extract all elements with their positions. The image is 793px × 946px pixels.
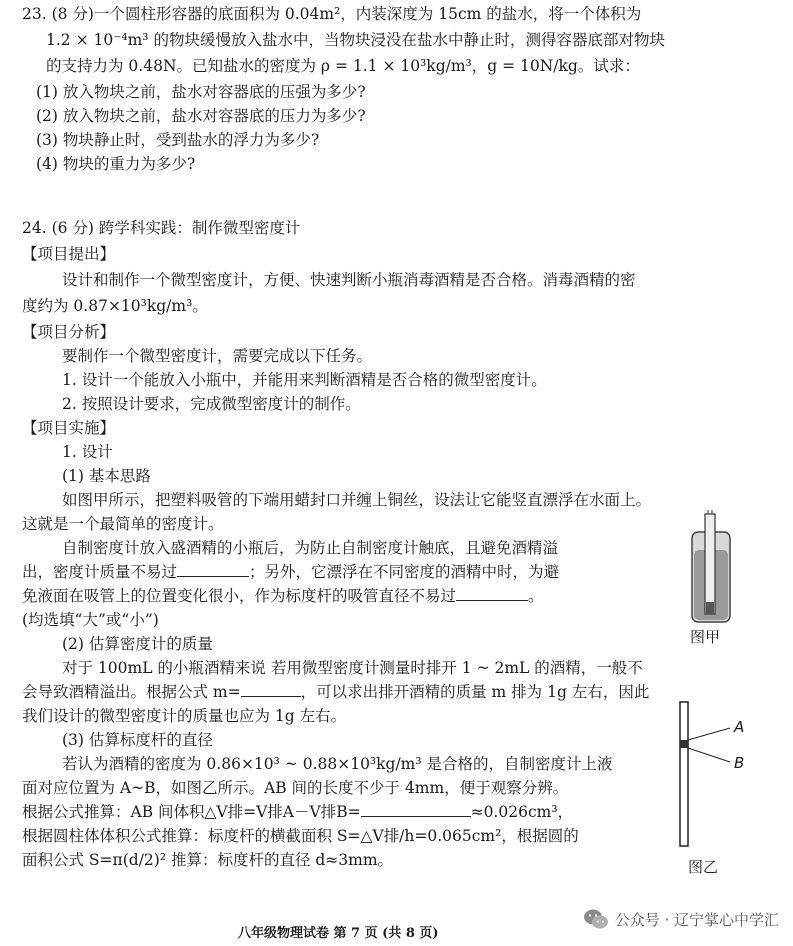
q24-estimate-mass: (2) 估算密度计的质量: [62, 635, 213, 653]
q24-para-3f: [22, 562, 559, 582]
q24-estimate-diameter: (3) 估算标度杆的直径: [62, 731, 213, 749]
answer-blank-4[interactable]: [361, 802, 471, 817]
q23-sub-1: (1) 放入物块之前，盐水对容器底的压强为多少?: [36, 83, 366, 101]
q24-para-3e: 自制密度计放入盛酒精的小瓶后，为防止自制密度计触底，且避免酒精溢: [62, 539, 559, 557]
q24-section-proposal: 【项目提出】: [22, 245, 116, 263]
q24-para-3c: 如图甲所示，把塑料吸管的下端用蜡封口并缠上铜丝，设法让它能竖直漂浮在水面上。: [62, 491, 652, 509]
pointer-b-line: [688, 748, 730, 762]
answer-blank-2[interactable]: [456, 586, 528, 601]
straw-densimeter: [705, 514, 715, 614]
q24-para-5d: [22, 802, 573, 822]
page-footer: 八年级物理试卷 第 7 页 (共 8 页): [238, 926, 439, 941]
q24-para-5d-text-b: ≈0.026cm³，: [470, 803, 574, 821]
q24-task-2: 2. 按照设计要求，完成微型密度计的制作。: [62, 395, 361, 413]
answer-blank-1[interactable]: [177, 562, 249, 577]
q24-section-analysis: 【项目分析】: [22, 323, 116, 341]
point-a-label: A: [734, 718, 745, 736]
wechat-icon: [583, 908, 609, 930]
q24-para-3f-text-b: ；另外，它漂浮在不同密度的酒精中时，为避: [249, 563, 560, 581]
scale-rod: [680, 702, 688, 846]
watermark-text: 公众号 · 辽宁掌心中学汇: [614, 910, 779, 929]
q23-sub-4: (4) 物块的重力为多少?: [36, 155, 196, 173]
q24-title: 24. (6 分) 跨学科实践：制作微型密度计: [22, 219, 301, 237]
q24-para-3g-text-a: 免液面在吸管上的位置变化很小，作为标度杆的吸管直径不易过: [22, 587, 457, 605]
q24-para-5d-text-a: 根据公式推算：AB 间体积△V排=V排A－V排B=: [22, 803, 361, 821]
q24-para-1b: 度约为 0.87×10³kg/m³。: [22, 297, 208, 315]
q24-para-4c-text-a: 会导致酒精溢出。根据公式 m=: [22, 683, 241, 701]
q24-para-3d: 这就是一个最简单的密度计。: [22, 515, 224, 533]
q24-para-5e: 根据圆柱体体积公式推算：标度杆的横截面积 S=△V排/h=0.065cm²，根据圆的: [22, 827, 579, 845]
q24-step-design: 1. 设计: [62, 443, 113, 461]
q24-para-1a: 设计和制作一个微型密度计，方便、快速判断小瓶消毒酒精是否合格。消毒酒精的密: [62, 271, 636, 289]
q24-para-3g: [22, 586, 544, 606]
q24-para-5f: 面积公式 S=π(d/2)² 推算：标度杆的直径 d≈3mm。: [22, 851, 394, 869]
q24-para-3f-text-a: 出，密度计质量不易过: [22, 563, 178, 581]
q23-line-1: 23. (8 分)一个圆柱形容器的底面积为 0.04m²，内装深度为 15cm 的盐水，将一个体积为: [22, 5, 642, 23]
wechat-watermark: [583, 908, 779, 930]
q23-line-3: 的支持力为 0.48N。已知盐水的密度为 ρ = 1.1 × 10³kg/m³，g = 10N/kg。试求：: [46, 57, 640, 75]
q24-para-4c: [22, 682, 649, 702]
q24-para-5b: 若认为酒精的密度为 0.86×10³ ~ 0.88×10³kg/m³ 是合格的，自制密度计上液: [62, 755, 613, 773]
q24-section-implementation: 【项目实施】: [22, 419, 116, 437]
figure-jia-bottle: [680, 510, 740, 625]
q24-para-2a: 要制作一个微型密度计，需要完成以下任务。: [62, 347, 373, 365]
q23-line-2: 1.2 × 10⁻⁴m³ 的物块缓慢放入盐水中，当物块浸没在盐水中静止时，测得容器底部对物块: [46, 31, 665, 49]
q23-sub-2: (2) 放入物块之前，盐水对容器底的压力为多少?: [36, 107, 366, 125]
rod-mark: [680, 740, 688, 748]
q24-para-3h: (均选填“大”或“小”): [22, 611, 159, 629]
q24-para-4b: 对于 100mL 的小瓶酒精来说 若用微型密度计测量时排开 1 ~ 2mL 的酒精，一般不: [62, 659, 643, 677]
copper-wire-weight: [706, 602, 714, 614]
q24-task-1: 1. 设计一个能放入小瓶中，并能用来判断酒精是否合格的微型密度计。: [62, 371, 547, 389]
q24-para-4d: 我们设计的微型密度计的质量也应为 1g 左右。: [22, 707, 347, 725]
answer-blank-3[interactable]: [241, 682, 301, 697]
figure-jia-label: 图甲: [690, 628, 721, 646]
figure-yi-label: 图乙: [688, 858, 719, 876]
pointer-a-line: [688, 728, 730, 740]
q24-para-3g-text-b: 。: [528, 587, 544, 605]
q23-sub-3: (3) 物块静止时，受到盐水的浮力为多少?: [36, 131, 320, 149]
q24-para-4c-text-b: ，可以求出排开酒精的质量 m 排为 1g 左右，因此: [300, 683, 650, 701]
point-b-label: B: [734, 754, 745, 772]
q24-para-5c: 面对应位置为 A~B，如图乙所示。AB 间的长度不少于 4mm，便于观察分辨。: [22, 779, 569, 797]
q24-basic-idea: (1) 基本思路: [62, 467, 151, 485]
